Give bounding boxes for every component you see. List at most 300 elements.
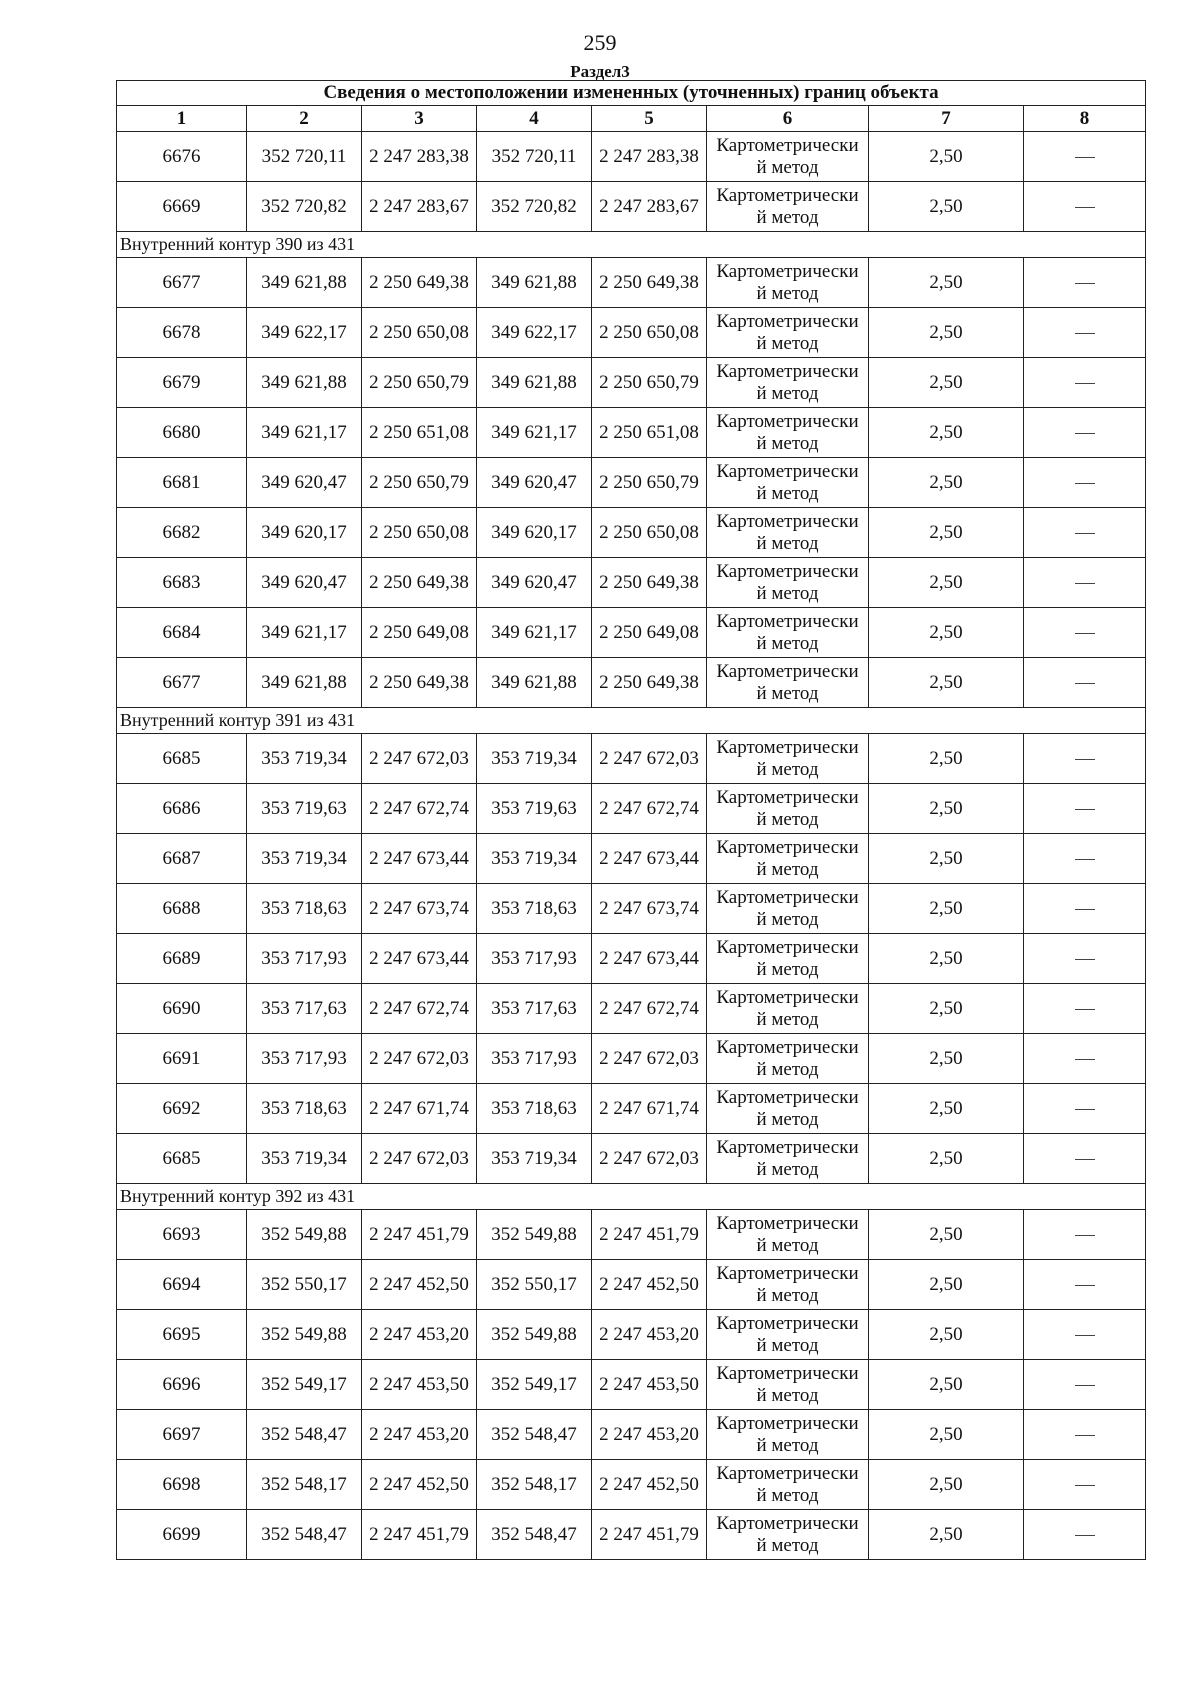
dash-icon xyxy=(1075,333,1095,334)
x-old-cell: 353 719,63 xyxy=(247,784,362,834)
point-number-cell: 6699 xyxy=(117,1510,247,1560)
table-row xyxy=(117,1310,1146,1360)
y-new-cell: 2 247 283,38 xyxy=(592,132,707,182)
y-new-cell: 2 247 672,74 xyxy=(592,784,707,834)
method-cell xyxy=(707,132,869,182)
x-new-cell: 352 550,17 xyxy=(477,1260,592,1310)
table-row xyxy=(117,308,1146,358)
y-old-cell: 2 250 649,38 xyxy=(362,558,477,608)
method-line-1: Картометрически xyxy=(716,660,859,682)
y-old-cell: 2 247 672,74 xyxy=(362,784,477,834)
x-old-cell: 349 622,17 xyxy=(247,308,362,358)
y-new-cell: 2 250 650,08 xyxy=(592,508,707,558)
method-line-2: й метод xyxy=(756,382,819,404)
method-cell xyxy=(707,258,869,308)
method-cell xyxy=(707,358,869,408)
y-old-cell: 2 247 452,50 xyxy=(362,1260,477,1310)
point-number-cell: 6688 xyxy=(117,884,247,934)
method-line-1: Картометрически xyxy=(716,410,859,432)
description-cell xyxy=(1024,1460,1146,1510)
method-cell xyxy=(707,1510,869,1560)
dash-icon xyxy=(1075,759,1095,760)
accuracy-cell: 2,50 xyxy=(869,1210,1024,1260)
description-cell xyxy=(1024,1260,1146,1310)
table-row xyxy=(117,558,1146,608)
method-cell xyxy=(707,784,869,834)
dash-icon xyxy=(1075,283,1095,284)
y-old-cell: 2 247 451,79 xyxy=(362,1510,477,1560)
table-row xyxy=(117,984,1146,1034)
method-cell xyxy=(707,934,869,984)
table-body xyxy=(117,81,1146,1560)
accuracy-cell: 2,50 xyxy=(869,734,1024,784)
dash-icon xyxy=(1075,583,1095,584)
method-cell xyxy=(707,1360,869,1410)
description-cell xyxy=(1024,308,1146,358)
method-cell xyxy=(707,1034,869,1084)
point-number-cell: 6677 xyxy=(117,258,247,308)
description-cell xyxy=(1024,984,1146,1034)
x-old-cell: 349 620,17 xyxy=(247,508,362,558)
method-cell xyxy=(707,1310,869,1360)
dash-icon xyxy=(1075,1285,1095,1286)
x-old-cell: 353 719,34 xyxy=(247,834,362,884)
dash-icon xyxy=(1075,1159,1095,1160)
method-cell xyxy=(707,1084,869,1134)
accuracy-cell: 2,50 xyxy=(869,1084,1024,1134)
y-old-cell: 2 247 453,50 xyxy=(362,1360,477,1410)
x-new-cell: 353 717,93 xyxy=(477,1034,592,1084)
x-old-cell: 353 717,63 xyxy=(247,984,362,1034)
x-new-cell: 349 621,88 xyxy=(477,658,592,708)
y-new-cell: 2 247 672,03 xyxy=(592,734,707,784)
dash-icon xyxy=(1075,157,1095,158)
x-new-cell: 349 620,47 xyxy=(477,458,592,508)
x-old-cell: 352 548,47 xyxy=(247,1510,362,1560)
x-old-cell: 352 550,17 xyxy=(247,1260,362,1310)
description-cell xyxy=(1024,934,1146,984)
description-cell xyxy=(1024,458,1146,508)
column-header: 3 xyxy=(362,106,477,132)
description-cell xyxy=(1024,508,1146,558)
contour-label: Внутренний контур 390 из 431 xyxy=(117,232,1146,258)
accuracy-cell: 2,50 xyxy=(869,358,1024,408)
description-cell xyxy=(1024,1134,1146,1184)
y-new-cell: 2 250 650,79 xyxy=(592,358,707,408)
y-old-cell: 2 250 649,38 xyxy=(362,258,477,308)
accuracy-cell: 2,50 xyxy=(869,458,1024,508)
dash-icon xyxy=(1075,1485,1095,1486)
x-old-cell: 352 549,17 xyxy=(247,1360,362,1410)
dash-icon xyxy=(1075,533,1095,534)
column-header: 8 xyxy=(1024,106,1146,132)
accuracy-cell: 2,50 xyxy=(869,934,1024,984)
method-line-2: й метод xyxy=(756,282,819,304)
method-cell xyxy=(707,884,869,934)
point-number-cell: 6678 xyxy=(117,308,247,358)
table-row xyxy=(117,934,1146,984)
accuracy-cell: 2,50 xyxy=(869,558,1024,608)
point-number-cell: 6682 xyxy=(117,508,247,558)
accuracy-cell: 2,50 xyxy=(869,132,1024,182)
method-cell xyxy=(707,734,869,784)
method-line-1: Картометрически xyxy=(716,260,859,282)
method-line-1: Картометрически xyxy=(716,1136,859,1158)
column-header: 4 xyxy=(477,106,592,132)
y-new-cell: 2 247 453,20 xyxy=(592,1410,707,1460)
x-new-cell: 349 621,88 xyxy=(477,258,592,308)
x-new-cell: 352 549,17 xyxy=(477,1360,592,1410)
x-old-cell: 353 718,63 xyxy=(247,1084,362,1134)
method-line-2: й метод xyxy=(756,1158,819,1180)
point-number-cell: 6686 xyxy=(117,784,247,834)
description-cell xyxy=(1024,558,1146,608)
contour-row xyxy=(117,232,1146,258)
x-new-cell: 353 719,34 xyxy=(477,734,592,784)
table-row xyxy=(117,1084,1146,1134)
y-new-cell: 2 250 650,08 xyxy=(592,308,707,358)
point-number-cell: 6687 xyxy=(117,834,247,884)
method-line-1: Картометрически xyxy=(716,1312,859,1334)
y-new-cell: 2 247 283,67 xyxy=(592,182,707,232)
y-new-cell: 2 247 452,50 xyxy=(592,1260,707,1310)
contour-row xyxy=(117,1184,1146,1210)
section-title: Раздел3 xyxy=(570,62,630,81)
method-cell xyxy=(707,1134,869,1184)
point-number-cell: 6685 xyxy=(117,1134,247,1184)
accuracy-cell: 2,50 xyxy=(869,1360,1024,1410)
dash-icon xyxy=(1075,859,1095,860)
point-number-cell: 6696 xyxy=(117,1360,247,1410)
method-line-2: й метод xyxy=(756,156,819,178)
accuracy-cell: 2,50 xyxy=(869,1034,1024,1084)
method-line-2: й метод xyxy=(756,958,819,980)
method-line-2: й метод xyxy=(756,582,819,604)
method-line-1: Картометрически xyxy=(716,510,859,532)
y-old-cell: 2 250 650,08 xyxy=(362,508,477,558)
x-new-cell: 352 549,88 xyxy=(477,1210,592,1260)
x-old-cell: 349 621,88 xyxy=(247,658,362,708)
table-caption-row xyxy=(117,81,1146,106)
method-line-1: Картометрически xyxy=(716,986,859,1008)
method-line-2: й метод xyxy=(756,1434,819,1456)
dash-icon xyxy=(1075,207,1095,208)
dash-icon xyxy=(1075,1535,1095,1536)
method-line-2: й метод xyxy=(756,682,819,704)
y-old-cell: 2 247 671,74 xyxy=(362,1084,477,1134)
accuracy-cell: 2,50 xyxy=(869,1310,1024,1360)
method-line-1: Картометрически xyxy=(716,936,859,958)
description-cell xyxy=(1024,784,1146,834)
column-header: 5 xyxy=(592,106,707,132)
y-new-cell: 2 247 672,03 xyxy=(592,1034,707,1084)
description-cell xyxy=(1024,658,1146,708)
y-new-cell: 2 250 650,79 xyxy=(592,458,707,508)
contour-row xyxy=(117,708,1146,734)
dash-icon xyxy=(1075,633,1095,634)
x-new-cell: 349 621,88 xyxy=(477,358,592,408)
description-cell xyxy=(1024,1360,1146,1410)
dash-icon xyxy=(1075,1385,1095,1386)
method-line-2: й метод xyxy=(756,1108,819,1130)
dash-icon xyxy=(1075,1109,1095,1110)
x-new-cell: 349 621,17 xyxy=(477,608,592,658)
x-new-cell: 352 720,82 xyxy=(477,182,592,232)
point-number-cell: 6690 xyxy=(117,984,247,1034)
accuracy-cell: 2,50 xyxy=(869,308,1024,358)
y-new-cell: 2 250 649,08 xyxy=(592,608,707,658)
x-new-cell: 352 548,17 xyxy=(477,1460,592,1510)
y-old-cell: 2 247 672,74 xyxy=(362,984,477,1034)
x-new-cell: 353 718,63 xyxy=(477,1084,592,1134)
x-old-cell: 349 621,17 xyxy=(247,408,362,458)
x-old-cell: 352 549,88 xyxy=(247,1210,362,1260)
y-new-cell: 2 247 673,74 xyxy=(592,884,707,934)
method-cell xyxy=(707,408,869,458)
y-new-cell: 2 250 649,38 xyxy=(592,658,707,708)
accuracy-cell: 2,50 xyxy=(869,258,1024,308)
method-line-1: Картометрически xyxy=(716,836,859,858)
method-line-1: Картометрически xyxy=(716,1462,859,1484)
dash-icon xyxy=(1075,1435,1095,1436)
description-cell xyxy=(1024,734,1146,784)
description-cell xyxy=(1024,1310,1146,1360)
method-line-2: й метод xyxy=(756,332,819,354)
x-new-cell: 349 620,47 xyxy=(477,558,592,608)
method-line-2: й метод xyxy=(756,532,819,554)
point-number-cell: 6679 xyxy=(117,358,247,408)
y-old-cell: 2 250 650,79 xyxy=(362,358,477,408)
method-cell xyxy=(707,658,869,708)
x-new-cell: 349 620,17 xyxy=(477,508,592,558)
method-line-2: й метод xyxy=(756,858,819,880)
table-caption: Сведения о местоположении измененных (уточненных) границ объекта xyxy=(117,81,1146,106)
x-new-cell: 353 718,63 xyxy=(477,884,592,934)
column-header: 6 xyxy=(707,106,869,132)
point-number-cell: 6694 xyxy=(117,1260,247,1310)
method-cell xyxy=(707,1210,869,1260)
y-old-cell: 2 247 453,20 xyxy=(362,1410,477,1460)
dash-icon xyxy=(1075,959,1095,960)
table-row xyxy=(117,1210,1146,1260)
y-new-cell: 2 250 649,38 xyxy=(592,258,707,308)
method-line-1: Картометрически xyxy=(716,1086,859,1108)
column-header: 7 xyxy=(869,106,1024,132)
y-old-cell: 2 247 673,74 xyxy=(362,884,477,934)
y-old-cell: 2 247 673,44 xyxy=(362,934,477,984)
table-row xyxy=(117,1260,1146,1310)
y-old-cell: 2 250 651,08 xyxy=(362,408,477,458)
x-new-cell: 349 621,17 xyxy=(477,408,592,458)
table-row xyxy=(117,458,1146,508)
x-new-cell: 353 717,93 xyxy=(477,934,592,984)
description-cell xyxy=(1024,1210,1146,1260)
table-row xyxy=(117,658,1146,708)
method-line-2: й метод xyxy=(756,808,819,830)
table-row xyxy=(117,182,1146,232)
y-old-cell: 2 247 672,03 xyxy=(362,1034,477,1084)
accuracy-cell: 2,50 xyxy=(869,784,1024,834)
table-row xyxy=(117,258,1146,308)
accuracy-cell: 2,50 xyxy=(869,408,1024,458)
table-row xyxy=(117,734,1146,784)
y-new-cell: 2 247 451,79 xyxy=(592,1510,707,1560)
point-number-cell: 6677 xyxy=(117,658,247,708)
table-row xyxy=(117,1360,1146,1410)
method-line-1: Картометрически xyxy=(716,1036,859,1058)
y-new-cell: 2 250 651,08 xyxy=(592,408,707,458)
column-header: 2 xyxy=(247,106,362,132)
accuracy-cell: 2,50 xyxy=(869,1134,1024,1184)
table-row xyxy=(117,508,1146,558)
table-row xyxy=(117,1410,1146,1460)
accuracy-cell: 2,50 xyxy=(869,984,1024,1034)
method-line-2: й метод xyxy=(756,908,819,930)
point-number-cell: 6689 xyxy=(117,934,247,984)
method-cell xyxy=(707,608,869,658)
point-number-cell: 6692 xyxy=(117,1084,247,1134)
x-old-cell: 353 719,34 xyxy=(247,734,362,784)
dash-icon xyxy=(1075,383,1095,384)
y-old-cell: 2 247 452,50 xyxy=(362,1460,477,1510)
contour-label: Внутренний контур 392 из 431 xyxy=(117,1184,1146,1210)
description-cell xyxy=(1024,258,1146,308)
description-cell xyxy=(1024,358,1146,408)
dash-icon xyxy=(1075,1335,1095,1336)
x-old-cell: 353 719,34 xyxy=(247,1134,362,1184)
point-number-cell: 6695 xyxy=(117,1310,247,1360)
method-cell xyxy=(707,308,869,358)
method-line-2: й метод xyxy=(756,1058,819,1080)
y-new-cell: 2 247 672,74 xyxy=(592,984,707,1034)
description-cell xyxy=(1024,1410,1146,1460)
y-new-cell: 2 247 672,03 xyxy=(592,1134,707,1184)
y-old-cell: 2 250 650,79 xyxy=(362,458,477,508)
method-line-2: й метод xyxy=(756,758,819,780)
method-line-1: Картометрически xyxy=(716,460,859,482)
table-row xyxy=(117,884,1146,934)
y-new-cell: 2 247 452,50 xyxy=(592,1460,707,1510)
x-old-cell: 353 717,93 xyxy=(247,1034,362,1084)
dash-icon xyxy=(1075,683,1095,684)
y-old-cell: 2 247 673,44 xyxy=(362,834,477,884)
accuracy-cell: 2,50 xyxy=(869,658,1024,708)
method-line-1: Картометрически xyxy=(716,736,859,758)
dash-icon xyxy=(1075,1059,1095,1060)
table-row xyxy=(117,1134,1146,1184)
accuracy-cell: 2,50 xyxy=(869,1510,1024,1560)
y-old-cell: 2 250 649,38 xyxy=(362,658,477,708)
x-new-cell: 353 719,34 xyxy=(477,1134,592,1184)
x-old-cell: 353 717,93 xyxy=(247,934,362,984)
method-line-2: й метод xyxy=(756,632,819,654)
y-old-cell: 2 247 453,20 xyxy=(362,1310,477,1360)
method-line-1: Картометрически xyxy=(716,1412,859,1434)
point-number-cell: 6693 xyxy=(117,1210,247,1260)
method-line-2: й метод xyxy=(756,206,819,228)
accuracy-cell: 2,50 xyxy=(869,1260,1024,1310)
description-cell xyxy=(1024,132,1146,182)
x-new-cell: 353 717,63 xyxy=(477,984,592,1034)
accuracy-cell: 2,50 xyxy=(869,1460,1024,1510)
x-new-cell: 353 719,34 xyxy=(477,834,592,884)
method-cell xyxy=(707,1410,869,1460)
method-cell xyxy=(707,1260,869,1310)
coordinates-table xyxy=(116,80,1146,1560)
method-cell xyxy=(707,508,869,558)
method-line-2: й метод xyxy=(756,432,819,454)
method-line-1: Картометрически xyxy=(716,360,859,382)
method-line-2: й метод xyxy=(756,1284,819,1306)
x-old-cell: 352 720,11 xyxy=(247,132,362,182)
description-cell xyxy=(1024,834,1146,884)
accuracy-cell: 2,50 xyxy=(869,884,1024,934)
x-old-cell: 349 621,17 xyxy=(247,608,362,658)
y-old-cell: 2 247 283,38 xyxy=(362,132,477,182)
method-cell xyxy=(707,984,869,1034)
description-cell xyxy=(1024,1084,1146,1134)
method-line-2: й метод xyxy=(756,1234,819,1256)
column-number-row xyxy=(117,106,1146,132)
y-old-cell: 2 250 649,08 xyxy=(362,608,477,658)
x-old-cell: 349 621,88 xyxy=(247,258,362,308)
y-new-cell: 2 247 453,20 xyxy=(592,1310,707,1360)
method-line-1: Картометрически xyxy=(716,134,859,156)
dash-icon xyxy=(1075,809,1095,810)
x-old-cell: 349 620,47 xyxy=(247,558,362,608)
method-cell xyxy=(707,458,869,508)
x-new-cell: 352 548,47 xyxy=(477,1510,592,1560)
x-new-cell: 352 548,47 xyxy=(477,1410,592,1460)
method-line-1: Картометрически xyxy=(716,560,859,582)
x-old-cell: 353 718,63 xyxy=(247,884,362,934)
method-line-1: Картометрически xyxy=(716,1362,859,1384)
method-line-2: й метод xyxy=(756,1384,819,1406)
method-line-1: Картометрически xyxy=(716,786,859,808)
accuracy-cell: 2,50 xyxy=(869,834,1024,884)
x-old-cell: 352 548,17 xyxy=(247,1460,362,1510)
contour-label: Внутренний контур 391 из 431 xyxy=(117,708,1146,734)
accuracy-cell: 2,50 xyxy=(869,1410,1024,1460)
y-old-cell: 2 250 650,08 xyxy=(362,308,477,358)
x-old-cell: 349 620,47 xyxy=(247,458,362,508)
table-row xyxy=(117,608,1146,658)
point-number-cell: 6685 xyxy=(117,734,247,784)
point-number-cell: 6691 xyxy=(117,1034,247,1084)
method-line-2: й метод xyxy=(756,1008,819,1030)
x-new-cell: 352 720,11 xyxy=(477,132,592,182)
method-line-1: Картометрически xyxy=(716,184,859,206)
dash-icon xyxy=(1075,433,1095,434)
column-header: 1 xyxy=(117,106,247,132)
accuracy-cell: 2,50 xyxy=(869,508,1024,558)
x-old-cell: 352 549,88 xyxy=(247,1310,362,1360)
description-cell xyxy=(1024,608,1146,658)
point-number-cell: 6698 xyxy=(117,1460,247,1510)
y-new-cell: 2 250 649,38 xyxy=(592,558,707,608)
point-number-cell: 6680 xyxy=(117,408,247,458)
dash-icon xyxy=(1075,909,1095,910)
y-new-cell: 2 247 451,79 xyxy=(592,1210,707,1260)
y-new-cell: 2 247 671,74 xyxy=(592,1084,707,1134)
method-cell xyxy=(707,1460,869,1510)
description-cell xyxy=(1024,182,1146,232)
method-line-1: Картометрически xyxy=(716,886,859,908)
dash-icon xyxy=(1075,1009,1095,1010)
x-new-cell: 352 549,88 xyxy=(477,1310,592,1360)
method-line-1: Картометрически xyxy=(716,310,859,332)
dash-icon xyxy=(1075,483,1095,484)
